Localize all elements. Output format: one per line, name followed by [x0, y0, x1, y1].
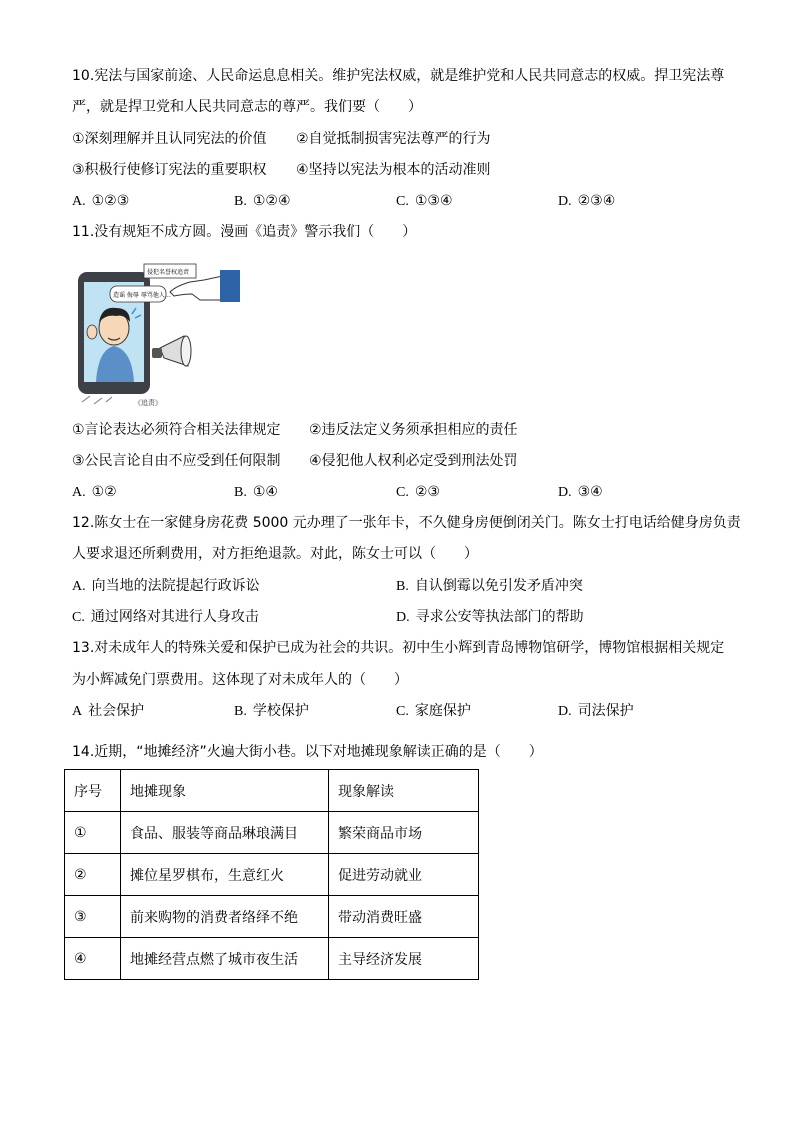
q10-option-c[interactable] [396, 191, 453, 211]
option-text: ①②③ [91, 193, 130, 209]
table-cell: ④ [65, 938, 121, 980]
option-label: B. [234, 194, 247, 209]
option-label: D. [396, 610, 410, 625]
speech-bubble-text: 造谣 侮辱 辱骂他人… [113, 292, 171, 299]
option-text: 司法保护 [577, 703, 634, 719]
option-label: A. [72, 579, 86, 594]
q11-item-4: ④侵犯他人权利必定受到刑法处罚 [309, 453, 518, 469]
q11-option-b[interactable] [234, 482, 278, 502]
table-cell: ① [65, 812, 121, 854]
option-text: ②③④ [577, 193, 616, 209]
table-cell: ② [65, 854, 121, 896]
q11-option-c[interactable] [396, 482, 440, 502]
table-cell: 摊位星罗棋布，生意红火 [121, 854, 329, 896]
cartoon-caption: 《追责》 [134, 399, 162, 407]
option-text: 自认倒霉以免引发矛盾冲突 [414, 578, 583, 594]
q12-option-c[interactable] [72, 607, 259, 627]
option-label: C. [396, 704, 409, 719]
q10-option-d[interactable] [558, 191, 615, 211]
option-text: ①② [91, 484, 117, 500]
q10-item-2: ②自觉抵制损害宪法尊严的行为 [296, 131, 491, 147]
blame-sign-text: 侵犯名誉权追责 [147, 269, 190, 276]
option-text: 学校保护 [252, 703, 309, 719]
q11-option-d[interactable] [558, 482, 603, 502]
q12-stem-line1: 12.陈女士在一家健身房花费 5000 元办理了一张年卡，不久健身房便倒闭关门。陈女士打电话给健身房负责 [72, 515, 741, 531]
cartoon-image [72, 262, 242, 412]
option-label: A [72, 704, 83, 719]
q10-item-3: ③积极行使修订宪法的重要职权 [72, 162, 267, 178]
table-cell: 主导经济发展 [329, 938, 479, 980]
option-label: B. [234, 485, 247, 500]
q13-option-c[interactable] [396, 701, 471, 721]
option-text: 寻求公安等执法部门的帮助 [415, 609, 584, 625]
option-text: ①③④ [414, 193, 453, 209]
table-header-cell: 地摊现象 [121, 770, 329, 812]
q12-option-b[interactable] [396, 576, 583, 596]
option-text: 家庭保护 [414, 703, 471, 719]
table-cell: 带动消费旺盛 [329, 896, 479, 938]
option-label: B. [396, 579, 409, 594]
q13-option-d[interactable] [558, 701, 634, 721]
table-header-cell: 现象解读 [329, 770, 479, 812]
option-label: B. [234, 704, 247, 719]
option-label: D. [558, 194, 572, 209]
option-label: C. [396, 194, 409, 209]
q12-option-d[interactable] [396, 607, 584, 627]
q13-stem-line1: 13.对未成年人的特殊关爱和保护已成为社会的共识。初中生小辉到青岛博物馆研学，博物馆根据相关规定 [72, 640, 725, 656]
q13-stem-line2: 为小辉减免门票费用。这体现了对未成年人的（ ） [72, 672, 408, 688]
pointing-sleeve [220, 270, 240, 302]
q11-stem: 11.没有规矩不成方圆。漫画《追责》警示我们（ ） [72, 224, 417, 240]
table-cell: 地摊经营点燃了城市夜生活 [121, 938, 329, 980]
q14-table [64, 769, 479, 980]
option-text: 向当地的法院提起行政诉讼 [91, 578, 260, 594]
option-text: ①②④ [252, 193, 291, 209]
q10-item-4: ④坚持以宪法为根本的活动准则 [296, 162, 491, 178]
table-cell: ③ [65, 896, 121, 938]
table-cell: 繁荣商品市场 [329, 812, 479, 854]
q10-option-b[interactable] [234, 191, 291, 211]
megaphone-handle [152, 348, 162, 358]
q11-item-1: ①言论表达必须符合相关法律规定 [72, 422, 281, 438]
table-cell: 前来购物的消费者络绎不绝 [121, 896, 329, 938]
q11-item-3: ③公民言论自由不应受到任何限制 [72, 453, 281, 469]
option-text: ③④ [577, 484, 603, 500]
table-header-cell: 序号 [65, 770, 121, 812]
table-cell: 促进劳动就业 [329, 854, 479, 896]
q13-option-a[interactable] [72, 701, 144, 721]
table-row [65, 854, 479, 896]
q10-option-a[interactable] [72, 191, 129, 211]
q12-stem-line2: 人要求退还所剩费用，对方拒绝退款。对此，陈女士可以（ ） [72, 546, 478, 562]
table-row [65, 938, 479, 980]
option-label: D. [558, 704, 572, 719]
option-label: D. [558, 485, 572, 500]
table-cell: 食品、服装等商品琳琅满目 [121, 812, 329, 854]
table-row [65, 812, 479, 854]
option-label: A. [72, 485, 86, 500]
option-label: C. [72, 610, 85, 625]
table-header-row [65, 770, 479, 812]
q10-stem-line1: 10.宪法与国家前途、人民命运息息相关。维护宪法权威，就是维护党和人民共同意志的权威。捍卫宪法尊 [72, 68, 725, 84]
q10-item-1: ①深刻理解并且认同宪法的价值 [72, 131, 267, 147]
q11-item-2: ②违反法定义务须承担相应的责任 [309, 422, 518, 438]
option-text: ②③ [414, 484, 440, 500]
table-row [65, 896, 479, 938]
q11-option-a[interactable] [72, 482, 117, 502]
q10-stem-line2: 严，就是捍卫党和人民共同意志的尊严。我们要（ ） [72, 99, 422, 115]
q13-option-b[interactable] [234, 701, 309, 721]
q14-stem: 14.近期，“地摊经济”火遍大街小巷。以下对地摊现象解读正确的是（ ） [72, 744, 543, 760]
megaphone-bell [181, 336, 191, 366]
ground-lines [82, 396, 112, 404]
option-text: ①④ [252, 484, 278, 500]
option-text: 社会保护 [88, 703, 145, 719]
q12-option-a[interactable] [72, 576, 260, 596]
option-label: C. [396, 485, 409, 500]
option-text: 通过网络对其进行人身攻击 [90, 609, 259, 625]
option-label: A. [72, 194, 86, 209]
person-hand [87, 325, 97, 339]
